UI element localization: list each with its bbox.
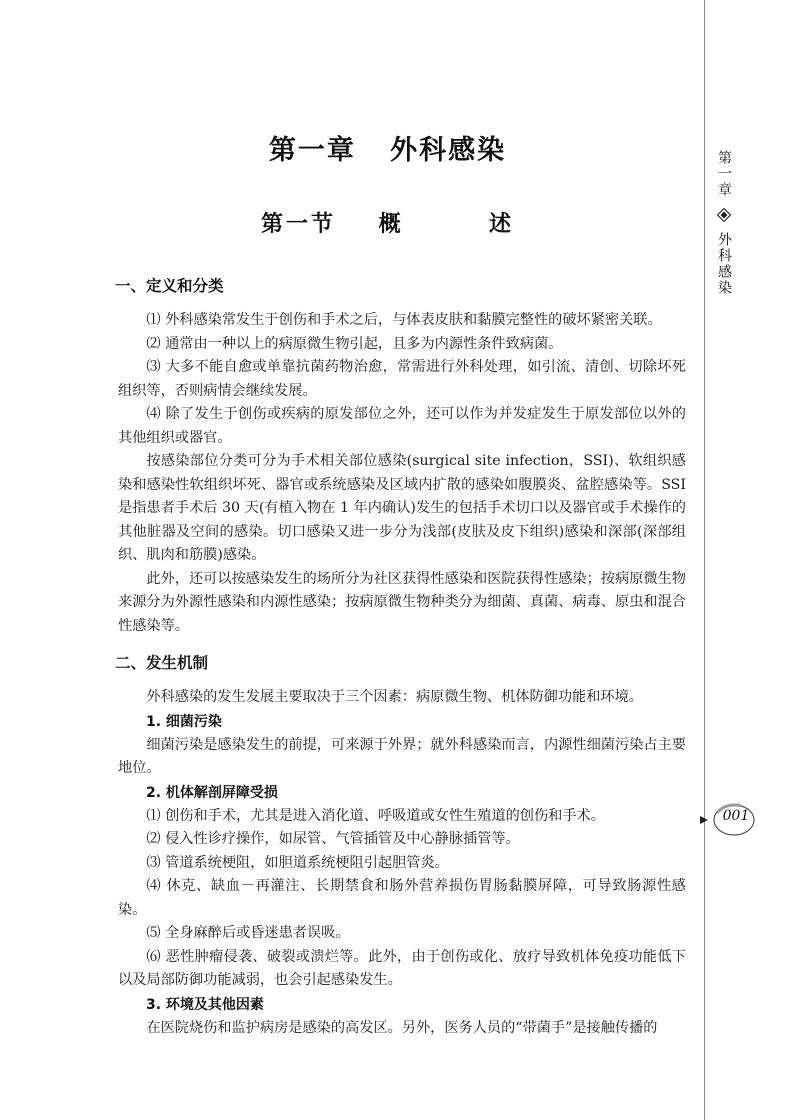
paragraph: ⑴ 创伤和手术，尤其是进入消化道、呼吸道或女性生殖道的创伤和手术。 [146, 807, 605, 824]
paragraph: 细菌污染是感染发生的前提，可来源于外界；就外科感染而言，内源性细菌污染占主要地位。 [118, 736, 686, 776]
margin-rule [704, 0, 705, 1120]
side-tab-chapter: 第一章 [716, 150, 732, 198]
paragraph: 此外，还可以按感染发生的场所分为社区获得性感染和医院获得性感染；按病原微生物来源分为外源性感染和内源性感染；按病原微生物种类分为细菌、真菌、病毒、原虫和混合性感染等。 [118, 570, 686, 634]
body-text [115, 270, 686, 1040]
section-heading: 一、定义和分类 [115, 277, 224, 295]
paragraph: ⑸ 全身麻醉后或昏迷患者误吸。 [146, 925, 350, 941]
chapter-side-tab [706, 150, 742, 296]
diamond-icon [717, 208, 731, 222]
paragraph: ⑹ 恶性肿瘤侵袭、破裂或溃烂等。此外，由于创伤或化、放疗导致机体免疫功能低下以及局部防御功能减弱，也会引起感染发生。 [118, 948, 686, 988]
paragraph: ⑶ 管道系统梗阻，如胆道系统梗阻引起胆管炎。 [146, 854, 449, 871]
chapter-title: 第一章 外科感染 [268, 135, 507, 166]
paragraph: ⑵ 侵入性诊疗操作，如尿管、气管插管及中心静脉插管等。 [146, 831, 520, 847]
paragraph: 在医院烧伤和监护病房是感染的高发区。另外，医务人员的“带菌手”是接触传播的 [146, 1019, 658, 1036]
page-number: 001 [722, 808, 750, 824]
section-heading: 二、发生机制 [115, 654, 209, 672]
paragraph: ⑵ 通常由一种以上的病原微生物引起，且多为内源性条件致病菌。 [146, 335, 563, 352]
subsection-title: 1. 细菌污染 [146, 713, 222, 730]
paragraph: ⑶ 大多不能自愈或单靠抗菌药物治愈，常需进行外科处理，如引流、清创、切除坏死组织等，否则病情会继续发展。 [118, 359, 686, 399]
subsection-title: 2. 机体解剖屏障受损 [146, 784, 278, 801]
side-tab-topic: 外科感染 [716, 232, 732, 296]
paragraph: ⑷ 休克、缺血－再灌注、长期禁食和肠外营养损伤胃肠黏膜屏障，可导致肠源性感染。 [118, 878, 686, 918]
paragraph: 按感染部位分类可分为手术相关部位感染(surgical site infection，SSI)、软组织感染和感染性软组织坏死、器官或系统感染及区域内扩散的感染如腹膜炎、盆腔感染等。SSI 是指患者手术后 30 天(有植入物在 1 年内确认)发生的包括手术切口以及器官或手术操作的其他脏器及空间的感染。切口感染又进一步分为浅部(皮肤及皮下组织)感染和深部(深部组织、肌肉和筋膜)感染。 [118, 453, 686, 563]
section-title: 第一节 概 述 [261, 212, 514, 237]
paragraph: ⑴ 外科感染常发生于创伤和手术之后，与体表皮肤和黏膜完整性的破坏紧密关联。 [146, 312, 662, 328]
paragraph: ⑷ 除了发生于创伤或疾病的原发部位之外，还可以作为并发症发生于原发部位以外的其他组织或器官。 [118, 406, 686, 446]
paragraph: 外科感染的发生发展主要取决于三个因素：病原微生物、机体防御功能和环境。 [146, 689, 643, 705]
subsection-title: 3. 环境及其他因素 [146, 996, 264, 1013]
